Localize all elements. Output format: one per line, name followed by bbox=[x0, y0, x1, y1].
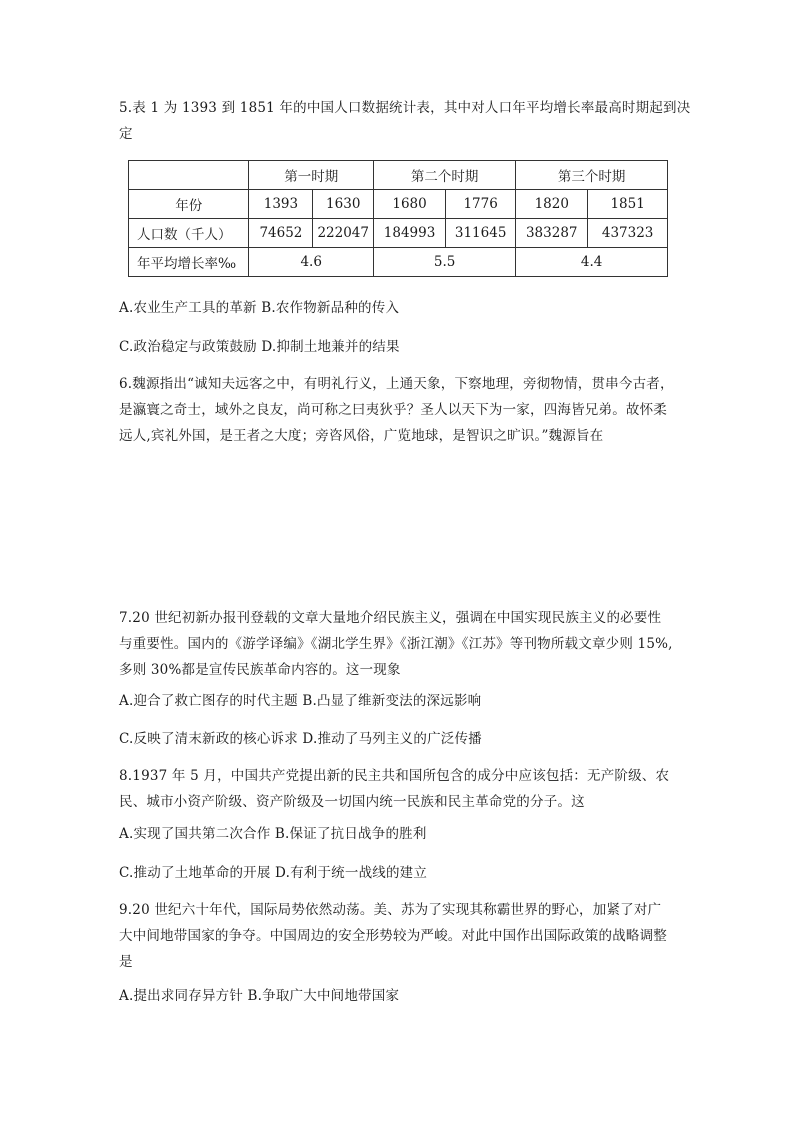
question-7-line-3: 多则 30%都是宣传民族革命内容的。这一现象 bbox=[119, 662, 401, 678]
table-cell: 5.5 bbox=[374, 248, 516, 277]
question-8-line-1: 8.1937 年 5 月，中国共产党提出新的民主共和国所包含的成分中应该包括：无产阶级、农 bbox=[119, 768, 670, 784]
table-header-period-2: 第二个时期 bbox=[374, 161, 516, 190]
table-cell-empty bbox=[129, 161, 249, 190]
table-row-label-population: 人口数（千人） bbox=[129, 219, 249, 248]
table-cell: 1851 bbox=[588, 190, 668, 219]
question-9-line-3: 是 bbox=[119, 954, 133, 970]
question-7-options-ab: A.迎合了救亡图存的时代主题 B.凸显了维新变法的深远影响 bbox=[119, 693, 482, 709]
table-cell: 311645 bbox=[446, 219, 516, 248]
question-6-line-1: 6.魏源指出“诚知夫远客之中，有明礼行义，上通天象，下察地理，旁彻物情，贯串今古者， bbox=[119, 376, 674, 392]
question-8-options-cd: C.推动了土地革命的开展 D.有利于统一战线的建立 bbox=[119, 865, 428, 881]
question-9-options-ab: A.提出求同存异方针 B.争取广大中间地带国家 bbox=[119, 988, 400, 1004]
question-9-line-2: 大中间地带国家的争夺。中国周边的安全形势较为严峻。对此中国作出国际政策的战略调整 bbox=[119, 928, 667, 944]
question-8-options-ab: A.实现了国共第二次合作 B.保证了抗日战争的胜利 bbox=[119, 826, 427, 842]
question-5-line-2: 定 bbox=[119, 126, 133, 142]
table-cell: 74652 bbox=[249, 219, 313, 248]
question-5-options-cd: C.政治稳定与政策鼓励 D.抑制土地兼并的结果 bbox=[119, 339, 400, 355]
table-row bbox=[129, 190, 668, 219]
question-9-stem bbox=[119, 897, 675, 975]
question-7-stem bbox=[119, 605, 675, 683]
table-cell: 1680 bbox=[374, 190, 446, 219]
table-header-period-3: 第三个时期 bbox=[516, 161, 668, 190]
question-6-line-3: 远人,宾礼外国，是王者之大度；旁咨风俗，广览地球，是智识之旷识。”魏源旨在 bbox=[119, 428, 604, 444]
table-cell: 222047 bbox=[313, 219, 374, 248]
table-cell: 4.6 bbox=[249, 248, 374, 277]
table-cell: 184993 bbox=[374, 219, 446, 248]
table-row-label-rate: 年平均增长率‰ bbox=[129, 248, 249, 277]
question-5-line-1: 5.表 1 为 1393 到 1851 年的中国人口数据统计表，其中对人口年平均增长率最高时期起到决 bbox=[119, 100, 691, 116]
table-row-label-year: 年份 bbox=[129, 190, 249, 219]
question-7-options-cd: C.反映了清末新政的核心诉求 D.推动了马列主义的广泛传播 bbox=[119, 731, 482, 747]
table-cell: 437323 bbox=[588, 219, 668, 248]
table-cell: 4.4 bbox=[516, 248, 668, 277]
table-cell: 383287 bbox=[516, 219, 588, 248]
question-8-stem bbox=[119, 763, 675, 815]
table-cell: 1820 bbox=[516, 190, 588, 219]
question-7-line-2: 与重要性。国内的《游学译编》《湖北学生界》《浙江潮》《江苏》等刊物所载文章少则 15%, bbox=[119, 636, 673, 652]
question-6-line-2: 是瀛寰之奇士，域外之良友，尚可称之曰夷狄乎？圣人以天下为一家，四海皆兄弟。故怀柔 bbox=[119, 402, 667, 418]
table-row bbox=[129, 248, 668, 277]
question-7-line-1: 7.20 世纪初新办报刊登载的文章大量地介绍民族主义，强调在中国实现民族主义的必要性 bbox=[119, 610, 662, 626]
population-table bbox=[128, 160, 668, 277]
table-row bbox=[129, 219, 668, 248]
table-row bbox=[129, 161, 668, 190]
question-9-line-1: 9.20 世纪六十年代，国际局势依然动荡。美、苏为了实现其称霸世界的野心，加紧了对广 bbox=[119, 902, 662, 918]
question-6-stem bbox=[119, 371, 675, 449]
question-5-options-ab: A.农业生产工具的革新 B.农作物新品种的传入 bbox=[119, 300, 400, 316]
table-cell: 1776 bbox=[446, 190, 516, 219]
table-cell: 1393 bbox=[249, 190, 313, 219]
question-8-line-2: 民、城市小资产阶级、资产阶级及一切国内统一民族和民主革命党的分子。这 bbox=[119, 794, 585, 810]
table-header-period-1: 第一时期 bbox=[249, 161, 374, 190]
table-cell: 1630 bbox=[313, 190, 374, 219]
question-5-stem bbox=[119, 95, 691, 147]
